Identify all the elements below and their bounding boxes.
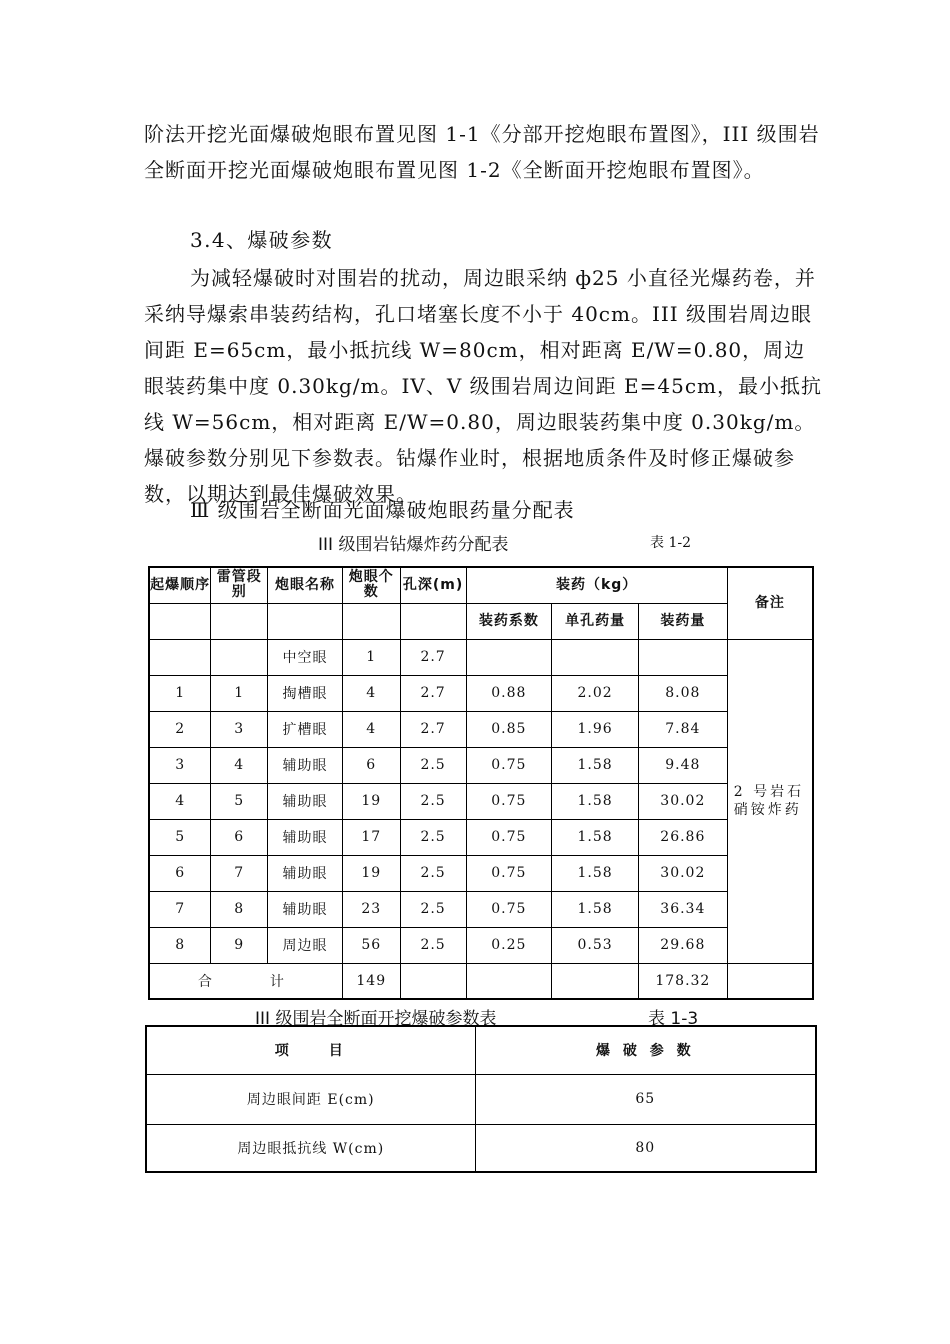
cell-det: 4: [211, 747, 268, 783]
header-seq: 起爆顺序: [149, 567, 211, 603]
table-row: [146, 1074, 816, 1124]
cell-seq: 2: [149, 711, 211, 747]
cell-count: 19: [342, 855, 400, 891]
header-depth: 孔深(m): [400, 567, 466, 603]
total-row: [149, 963, 813, 999]
cell-coef: 0.75: [466, 819, 552, 855]
cell-count: 4: [342, 711, 400, 747]
paragraph-blast-params: 为减轻爆破时对围岩的扰动，周边眼采纳 ф25 小直径光爆药卷，并采纳导爆索串装药结构，孔口堵塞长度不小于 40cm。III 级围岩周边眼间距 E=65cm，最小抵抗线 W=80cm，相对距离 E/W=0.80，周边眼装药集中度 0.30kg/m。IV、V 级围岩周边间距 E=45cm，最小抵抗线 W=56cm，相对距离 E/W=0.80，周边眼装药集中度 0.30kg/m。爆破参数分别见下参数表。钻爆作业时，根据地质条件及时修正爆破参数，以期达到最佳爆破效果。: [144, 266, 822, 506]
cell-name: 扩槽眼: [268, 711, 343, 747]
table-row: [149, 747, 813, 783]
cell-count: 56: [342, 927, 400, 963]
cell-single: 1.58: [552, 855, 639, 891]
cell-seq: 6: [149, 855, 211, 891]
cell-single: 1.58: [552, 747, 639, 783]
blast-parameter-table: [145, 1025, 817, 1173]
cell-name: 辅助眼: [268, 819, 343, 855]
cell-seq: 4: [149, 783, 211, 819]
cell-depth: 2.5: [400, 855, 466, 891]
table-row: [149, 783, 813, 819]
param-value: 65: [475, 1074, 816, 1124]
header-note: 备注: [727, 567, 813, 639]
cell-det: 8: [211, 891, 268, 927]
cell-depth: 2.5: [400, 819, 466, 855]
cell-amount: 29.68: [638, 927, 727, 963]
cell-single: 1.96: [552, 711, 639, 747]
total-label: 合 计: [149, 963, 342, 999]
cell-name: 周边眼: [268, 927, 343, 963]
header-charge: 装药（kg）: [466, 567, 727, 603]
cell-amount: [638, 639, 727, 675]
table-row: [149, 819, 813, 855]
cell-name: 掏槽眼: [268, 675, 343, 711]
header-det: 雷管段别: [211, 567, 268, 603]
param-value: 80: [475, 1124, 816, 1172]
header-name: 炮眼名称: [268, 567, 343, 603]
table-row: [149, 891, 813, 927]
cell-depth: 2.7: [400, 639, 466, 675]
table2-number: 表 1-3: [648, 1009, 699, 1029]
table2-caption: III 级围岩全断面开挖爆破参数表: [255, 1009, 497, 1029]
header-count: 炮眼个数: [342, 567, 400, 603]
cell-det: 7: [211, 855, 268, 891]
cell-det: 1: [211, 675, 268, 711]
cell-name: 中空眼: [268, 639, 343, 675]
cell-depth: 2.5: [400, 927, 466, 963]
cell-name: 辅助眼: [268, 783, 343, 819]
cell-coef: 0.75: [466, 891, 552, 927]
total-count: 149: [342, 963, 400, 999]
cell-seq: 8: [149, 927, 211, 963]
header-param: 爆 破 参 数: [475, 1026, 816, 1074]
cell-count: 6: [342, 747, 400, 783]
table-row: [149, 711, 813, 747]
table-row: [146, 1124, 816, 1172]
cell-count: 4: [342, 675, 400, 711]
cell-amount: 30.02: [638, 783, 727, 819]
table1-caption: III 级围岩钻爆炸药分配表: [318, 535, 509, 555]
table-row: [149, 855, 813, 891]
note-explosive-type: 2 号岩石硝铵炸药: [727, 639, 813, 963]
table-row: [149, 639, 813, 675]
cell-depth: 2.7: [400, 711, 466, 747]
param-item: 周边眼抵抗线 W(cm): [146, 1124, 475, 1172]
cell-depth: 2.5: [400, 747, 466, 783]
cell-coef: 0.75: [466, 747, 552, 783]
cell-name: 辅助眼: [268, 747, 343, 783]
cell-seq: 7: [149, 891, 211, 927]
cell-amount: 26.86: [638, 819, 727, 855]
cell-count: 17: [342, 819, 400, 855]
header-coef: 装药系数: [466, 603, 552, 639]
cell-coef: 0.25: [466, 927, 552, 963]
cell-depth: 2.5: [400, 783, 466, 819]
cell-seq: [149, 639, 211, 675]
total-amount: 178.32: [638, 963, 727, 999]
table-row: [149, 675, 813, 711]
cell-seq: 1: [149, 675, 211, 711]
cell-single: 1.58: [552, 891, 639, 927]
header-item: 项 目: [146, 1026, 475, 1074]
cell-amount: 8.08: [638, 675, 727, 711]
cell-single: 0.53: [552, 927, 639, 963]
cell-det: 6: [211, 819, 268, 855]
cell-single: [552, 639, 639, 675]
cell-det: [211, 639, 268, 675]
cell-coef: 0.75: [466, 783, 552, 819]
cell-coef: 0.85: [466, 711, 552, 747]
section-heading: 3.4、爆破参数: [190, 228, 334, 252]
paragraph-layout-1: 阶法开挖光面爆破炮眼布置见图 1-1《分部开挖炮眼布置图》，III 级围岩全断面开挖光面爆破炮眼布置见图 1-2《全断面开挖炮眼布置图》。: [144, 122, 820, 182]
header-amount: 装药量: [638, 603, 727, 639]
cell-coef: [466, 639, 552, 675]
param-item: 周边眼间距 E(cm): [146, 1074, 475, 1124]
cell-count: 23: [342, 891, 400, 927]
cell-name: 辅助眼: [268, 855, 343, 891]
cell-count: 19: [342, 783, 400, 819]
charge-distribution-table: [148, 566, 814, 1000]
cell-depth: 2.7: [400, 675, 466, 711]
cell-det: 3: [211, 711, 268, 747]
cell-single: 1.58: [552, 783, 639, 819]
cell-single: 2.02: [552, 675, 639, 711]
cell-coef: 0.75: [466, 855, 552, 891]
header-single: 单孔药量: [552, 603, 639, 639]
table-row: [149, 927, 813, 963]
cell-count: 1: [342, 639, 400, 675]
cell-amount: 7.84: [638, 711, 727, 747]
table1-number: 表 1-2: [650, 535, 691, 551]
cell-amount: 36.34: [638, 891, 727, 927]
cell-coef: 0.88: [466, 675, 552, 711]
cell-amount: 30.02: [638, 855, 727, 891]
cell-single: 1.58: [552, 819, 639, 855]
cell-amount: 9.48: [638, 747, 727, 783]
cell-seq: 3: [149, 747, 211, 783]
table-intro-title: Ⅲ 级围岩全断面光面爆破炮眼药量分配表: [190, 498, 575, 522]
cell-det: 9: [211, 927, 268, 963]
cell-depth: 2.5: [400, 891, 466, 927]
cell-name: 辅助眼: [268, 891, 343, 927]
cell-det: 5: [211, 783, 268, 819]
cell-seq: 5: [149, 819, 211, 855]
